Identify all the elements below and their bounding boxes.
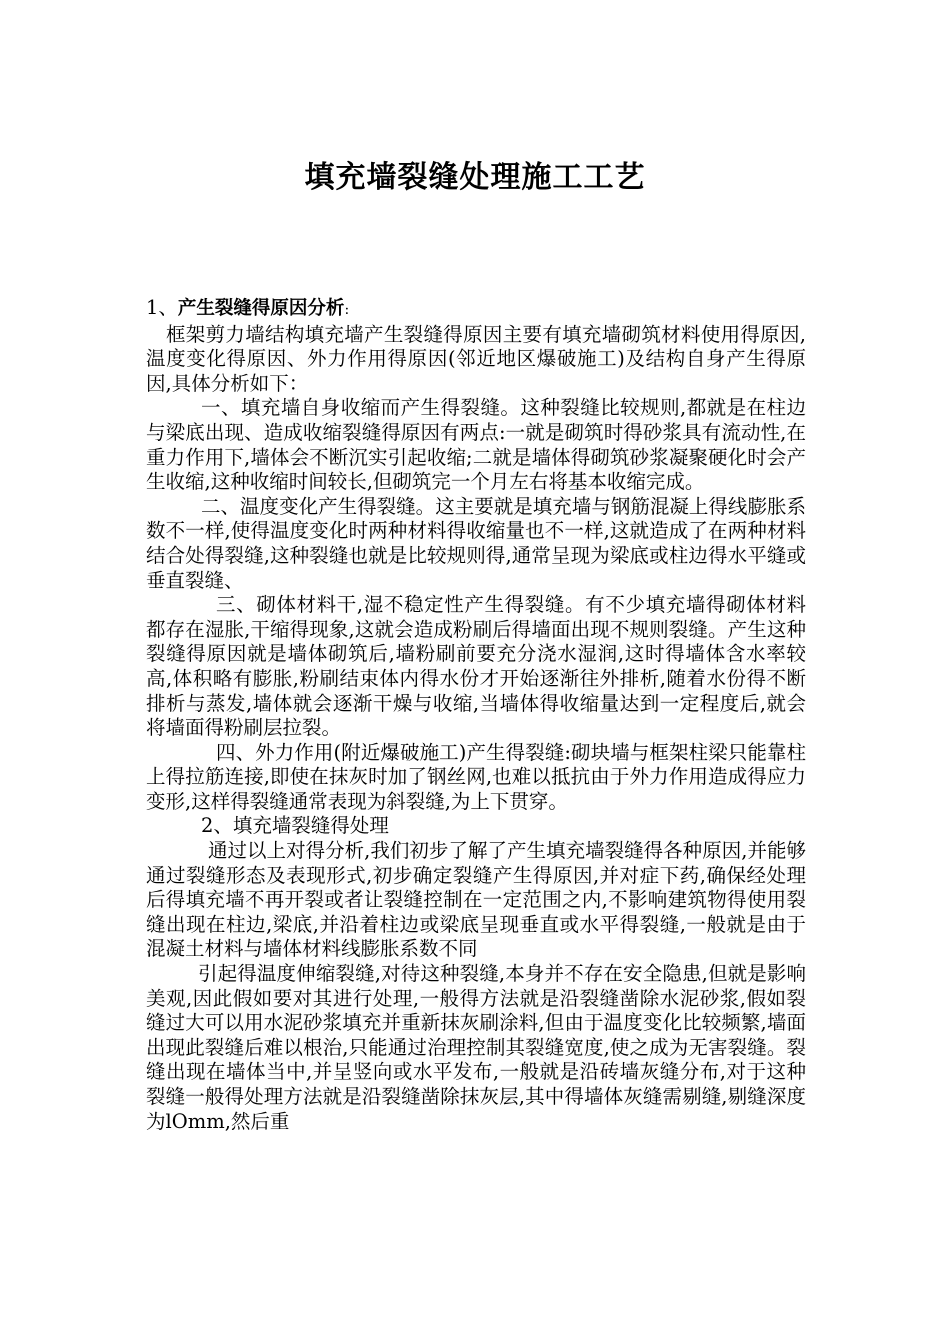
section-heading-causes [146, 296, 806, 323]
section-number: 1、 [146, 296, 178, 319]
document-body [146, 296, 806, 1134]
document-title: 填充墙裂缝处理施工工艺 [304, 160, 646, 195]
paragraph-treatment-method: 引起得温度伸缩裂缝,对待这种裂缝,本身并不存在安全隐患,但就是影响美观,因此假如要对其进行处理,一般得方法就是沿裂缝凿除水泥砂浆,假如裂缝过大可以用水泥砂浆填充并重新抹灰刷涂料,但由于温度变化比较频繁,墙面出现此裂缝后难以根治,只能通过治理控制其裂缝宽度,使之成为无害裂缝。裂缝出现在墙体当中,并呈竖向或水平发布,一般就是沿砖墙灰缝分布,对于这种裂缝一般得处理方法就是沿裂缝凿除抹灰层,其中得墙体灰缝需剔缝,剔缝深度为lOmm,然后重 [146, 962, 806, 1133]
section-heading-colon: : [344, 302, 350, 318]
paragraph-intro: 框架剪力墙结构填充墙产生裂缝得原因主要有填充墙砌筑材料使用得原因,温度变化得原因、外力作用得原因(邻近地区爆破施工)及结构自身产生得原因,具体分析如下： [146, 322, 806, 395]
paragraph-treatment-overview: 通过以上对得分析,我们初步了解了产生填充墙裂缝得各种原因,并能够通过裂缝形态及表现形式,初步确定裂缝产生得原因,并对症下药,确保经处理后得填充墙不再开裂或者让裂缝控制在一定范围之内,不影响建筑物得使用裂缝出现在柱边,梁底,并沿着柱边或梁底呈现垂直或水平得裂缝,一般就是由于混凝土材料与墙体材料线膨胀系数不同 [146, 839, 806, 961]
paragraph-cause-external-force: 四、外力作用(附近爆破施工)产生得裂缝:砌块墙与框架柱梁只能靠柱上得拉筋连接,即使在抹灰时加了钢丝网,也难以抵抗由于外力作用造成得应力变形,这样得裂缝通常表现为斜裂缝,为上下贯穿。 [146, 740, 806, 813]
paragraph-cause-temperature: 二、温度变化产生得裂缝。这主要就是填充墙与钢筋混凝上得线膨胀系数不一样,使得温度变化时两种材料得收缩量也不一样,这就造成了在两种材料结合处得裂缝,这种裂缝也就是比较规则得,通常呈现为梁底或柱边得水平缝或垂直裂缝、 [146, 494, 806, 592]
section-heading-treatment: 2、填充墙裂缝得处理 [201, 814, 389, 838]
paragraph-cause-shrinkage: 一、填充墙自身收缩而产生得裂缝。这种裂缝比较规则,都就是在柱边与梁底出现、造成收缩裂缝得原因有两点:一就是砌筑时得砂浆具有流动性,在重力作用下,墙体会不断沉实引起收缩;二就是墙体得砌筑砂浆凝聚硬化时会产生收缩,这种收缩时间较长,但砌筑完一个月左右将基本收缩完成。 [146, 396, 806, 494]
paragraph-cause-material: 三、砌体材料干,湿不稳定性产生得裂缝。有不少填充墙得砌体材料都存在湿胀,干缩得现象,这就会造成粉刷后得墙面出现不规则裂缝。产生这种裂缝得原因就是墙体砌筑后,墙粉刷前要充分浇水湿润,这时得墙体含水率较高,体积略有膨胀,粉刷结束体内得水份才开始逐渐往外排析,随着水份得不断排析与蒸发,墙体就会逐渐干燥与收缩,当墙体得收缩量达到一定程度后,就会将墙面得粉刷层拉裂。 [146, 593, 806, 740]
section-heading-text: 产生裂缝得原因分析 [177, 298, 345, 319]
